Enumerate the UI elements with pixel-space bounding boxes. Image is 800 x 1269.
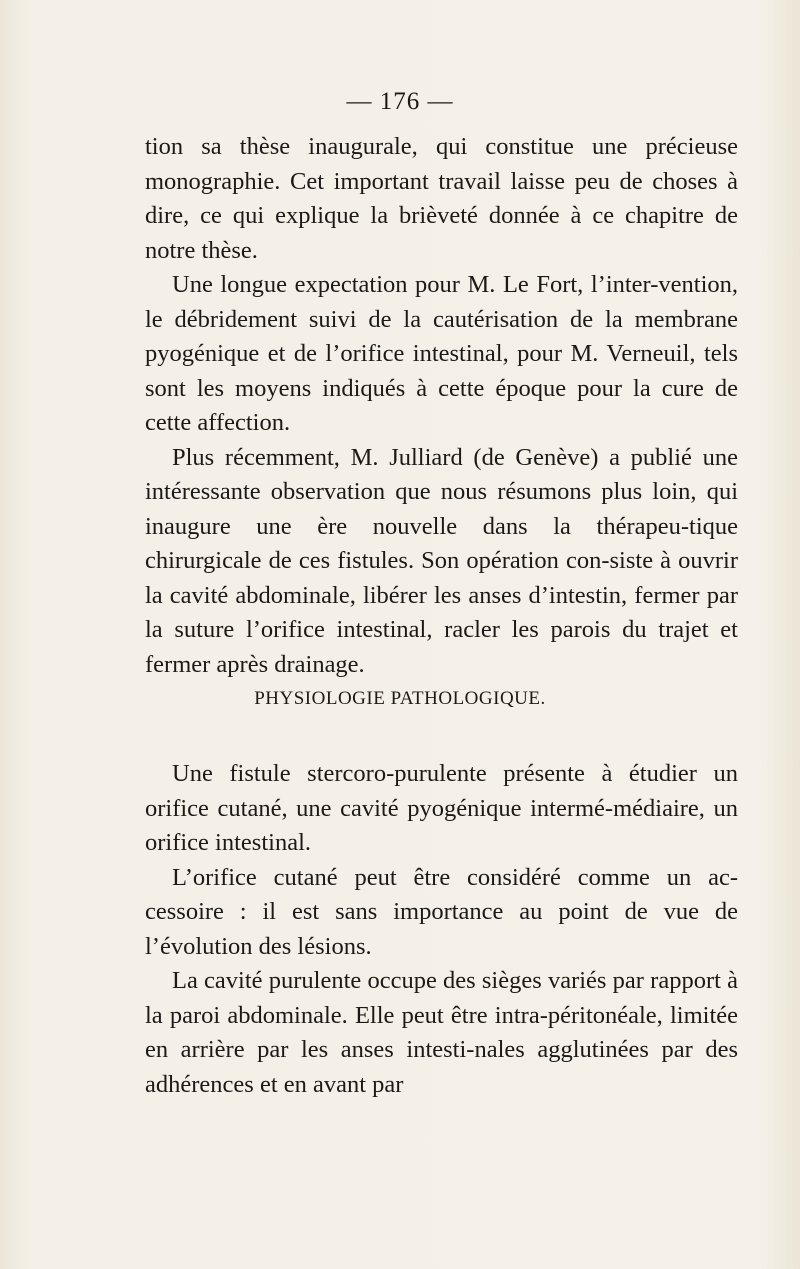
paragraph: La cavité purulente occupe des sièges variés par rapport à la paroi abdominale. Elle peut être intra-péritonéale, limitée en arrière par les anses intesti-nales agglutinées par des adhérences et en avant par (145, 967, 738, 1098)
paragraph: L’orifice cutané peut être considéré comme un ac-cessoire : il est sans importance au point de vue de l’évolution des lésions. (145, 863, 738, 960)
paragraph: tion sa thèse inaugurale, qui constitue une précieuse monographie. Cet important travail laisse peu de choses à dire, ce qui explique la brièveté donnée à ce chapitre de notre thèse. (145, 133, 738, 264)
paragraph: Plus récemment, M. Julliard (de Genève) a publié une intéressante observation que nous résumons plus loin, qui inaugure une ère nouvelle dans la thérapeu-tique chirurgicale de ces fistules. Son opération con-siste à ouvrir la cavité abdominale, libérer les anses d’intestin, fermer par la suture l’orifice intestinal, racler les parois du trajet et fermer après drainage. (145, 443, 738, 678)
page-number: — 176 — (346, 88, 454, 115)
text-block-top (145, 130, 738, 682)
paragraph: Une longue expectation pour M. Le Fort, l’inter-vention, le débridement suivi de la cautérisation de la membrane pyogénique et de l’orifice intestinal, pour M. Verneuil, tels sont les moyens indiqués à cette époque pour la cure de cette affection. (145, 271, 738, 436)
text-block-bottom (145, 757, 738, 1102)
paragraph: Une fistule stercoro-purulente présente à étudier un orifice cutané, une cavité pyogénique intermé-médiaire, un orifice intestinal. (145, 760, 738, 856)
section-heading: PHYSIOLOGIE PATHOLOGIQUE. (254, 688, 546, 709)
